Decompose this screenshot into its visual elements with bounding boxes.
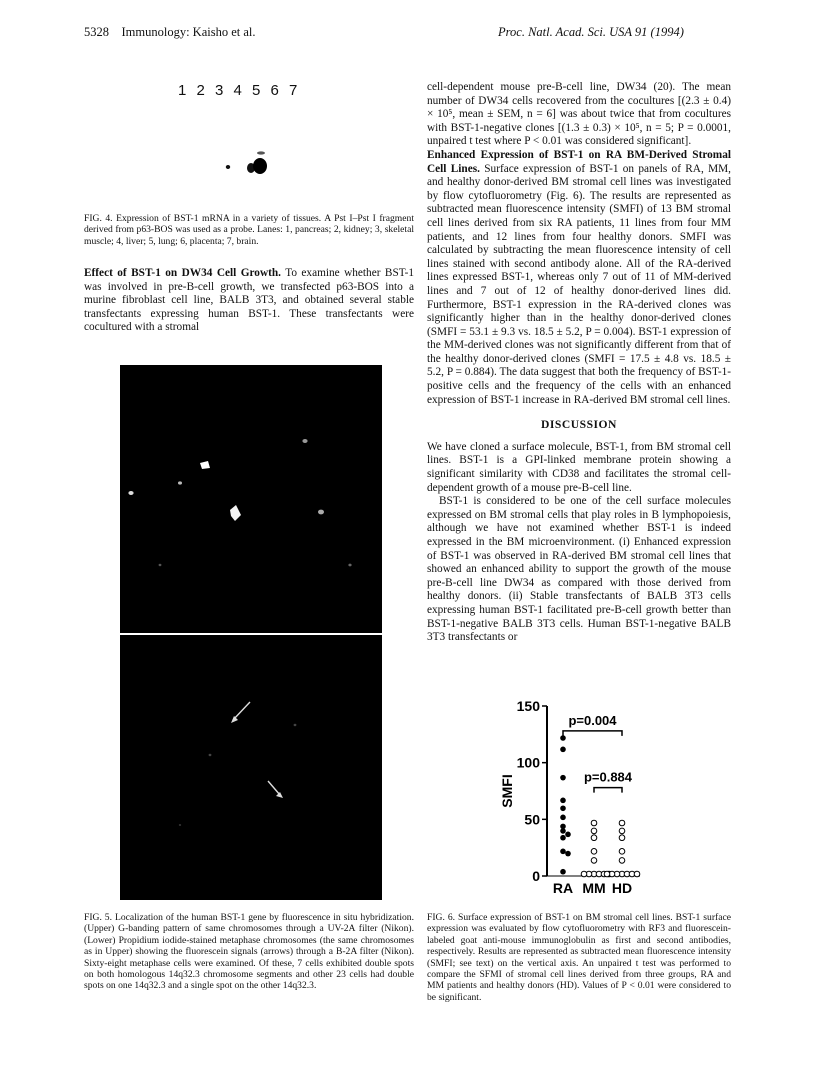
section-heading-dw34: Effect of BST-1 on DW34 Cell Growth. bbox=[84, 267, 281, 279]
y-tick-label: 0 bbox=[532, 868, 540, 884]
data-point-ra bbox=[560, 735, 566, 741]
fig5-lower-micrograph bbox=[120, 635, 382, 900]
data-point-mm bbox=[581, 871, 587, 877]
paragraph-dw34: To examine whether BST-1 was involved in pre-B-cell growth, we transfected p63-BOS into a murine fibroblast cell line, BALB 3T3, and obtained several stable transfectants expressing human BST-1. These transfectants were cocultured with a stromal bbox=[84, 267, 415, 334]
data-point-ra bbox=[560, 747, 566, 753]
left-column-text bbox=[84, 267, 414, 335]
data-point-hd bbox=[619, 835, 625, 841]
y-tick-label: 150 bbox=[516, 698, 540, 714]
data-point-hd bbox=[619, 849, 625, 855]
data-point-mm bbox=[591, 828, 597, 834]
paragraph-discussion-1: We have cloned a surface molecule, BST-1, from BM stromal cell lines. BST-1 is a GPI-linked membrane protein showing a significant similarity with CD38 and facilitates the stromal cell-dependent growth of a mouse pre-B-cell line. bbox=[427, 440, 731, 494]
data-point-hd bbox=[634, 871, 640, 877]
fig4-lane-numbers: 1 2 3 4 5 6 7 bbox=[178, 82, 301, 99]
data-point-mm bbox=[591, 858, 597, 864]
data-point-hd bbox=[619, 820, 625, 826]
fig6-caption: FIG. 6. Surface expression of BST-1 on BM stromal cell lines. BST-1 surface expression was evaluated by flow cytofluorometry with RF3 and fluorescein-labeled goat anti-mouse immunoglobulin as first and second antibodies, respectively. Results are represented as subtracted mean fluorescence intensity (SMFI; see text) on the vertical axis. An unpaired t test was performed to compare the SFMI of stromal cell lines derived from three groups, RA and MM patients and healthy donors (HD). Values of P < 0.01 were considered to be significant. bbox=[427, 912, 731, 1003]
data-point-hd bbox=[619, 828, 625, 834]
fig4-caption: FIG. 4. Expression of BST-1 mRNA in a variety of tissues. A Pst I–Pst I fragment derived from p63-BOS was used as a probe. Lanes: 1, pancreas; 2, kidney; 3, skeletal muscle; 4, liver; 5, lung; 6, placenta; 7, brain. bbox=[84, 213, 414, 247]
data-point-hd bbox=[619, 858, 625, 864]
data-point-ra bbox=[560, 775, 566, 781]
paragraph-discussion-2: BST-1 is considered to be one of the cell surface molecules expressed on BM stromal cells that play roles in B lymphopoiesis, although we have not examined whether BST-1 is indeed expressed in the BM microenvironment. (i) Enhanced expression of BST-1 was observed in RA-derived BM stromal cell lines that showed an enhanced ability to support the growth of the mouse pre-B-cell line DW34 as compared with those derived from healthy donors. (ii) Stable transfectants of BALB 3T3 cells expressing human BST-1 facilitated pre-B-cell growth better than BST-1-negative BALB 3T3 cells. Human BST-1-negative BALB 3T3 transfectants or bbox=[427, 495, 731, 644]
discussion-heading: DISCUSSION bbox=[541, 418, 617, 432]
p-value-mm-hd-label: p=0.884 bbox=[583, 769, 633, 785]
p-value-ra-hd-bracket bbox=[563, 731, 622, 736]
section-heading-ra-expression: Enhanced Expression of BST-1 on RA BM-Derived Stromal Cell Lines. bbox=[427, 148, 731, 175]
data-point-mm bbox=[591, 835, 597, 841]
x-tick-label: HD bbox=[611, 880, 633, 896]
fig5-upper-micrograph bbox=[120, 365, 382, 633]
data-point-hd bbox=[604, 871, 610, 877]
data-point-ra bbox=[560, 835, 566, 841]
data-point-mm bbox=[591, 849, 597, 855]
p-value-ra-hd-label: p=0.004 bbox=[568, 712, 617, 728]
paragraph-ra-expression: Surface expression of BST-1 on panels of RA, MM, and healthy donor-derived BM stromal cell lines was investigated by flow cytofluorometry (Fig. 6). The results are represented as subtracted mean fluorescence intensity (SMFI) of 13 BM stromal cell lines derived from six RA patients, 11 lines from four MM patients, and 12 lines from four healthy donors. SMFI was calculated by subtracting the mean fluorescence intensity of cell lines stained with second antibody alone. All of the RA-derived lines expressed BST-1, whereas only 7 out of 11 of MM-derived lines and 7 out of 12 of healthy donor-derived lines did. Furthermore, BST-1 expression in the RA-derived clones was significantly higher than in the healthy donor-derived clones (SMFI = 53.1 ± 9.3 vs. 18.5 ± 5.2, P = 0.004). BST-1 expression of the MM-derived clones was not significantly different from that of the healthy donor-derived clones (SMFI = 17.5 ± 4.8 vs. 18.5 ± 5.2, P = 0.884). The data suggest that both the frequency of BST-1-positive cells and the frequency of the cells with an enhanced expression of BST-1 increase in RA-derived BM stromal cell lines. bbox=[427, 162, 732, 406]
y-tick-label: 50 bbox=[524, 811, 540, 828]
data-point-ra bbox=[560, 869, 566, 875]
data-point-ra bbox=[560, 828, 566, 834]
data-point-ra bbox=[560, 805, 566, 811]
y-axis-label: SMFI bbox=[499, 774, 515, 808]
paragraph-coculture: cell-dependent mouse pre-B-cell line, DW34 (20). The mean number of DW34 cells recovered from the cocultures [(2.3 ± 0.4) × 10⁵, mean ± SEM, n = 6] was about twice that from cocultures with BST-1-negative clones [(1.3 ± 0.3) × 10⁵, n = 5; P = 0.0001, unpaired t test where P < 0.01 was considered significant]. bbox=[427, 81, 731, 148]
data-point-ra bbox=[565, 832, 571, 838]
running-header-left: 5328 Immunology: Kaisho et al. bbox=[84, 25, 256, 39]
y-tick-label: 100 bbox=[516, 754, 540, 771]
data-point-ra bbox=[560, 798, 566, 804]
data-point-ra bbox=[565, 851, 571, 857]
right-column-text bbox=[427, 81, 731, 645]
fig5-caption: FIG. 5. Localization of the human BST-1 gene by fluorescence in situ hybridization. (Upper) G-banding pattern of same chromosomes through a UV-2A filter (Nikon). (Lower) Propidium iodide-stained metaphase chromosomes (the same chromosomes as in Upper) showing the fluorescein signals (arrows) through a B-2A filter (Nikon). Sixty-eight metaphase cells were examined. Of these, 7 cells exhibited double spots on both homologous 14q32.3 chromosome segments and other 23 cells had double spots on one 14q32.3 and a single spot on the other 14q32.3. bbox=[84, 912, 414, 992]
p-value-mm-hd-bracket bbox=[594, 788, 622, 793]
fig6-scatter-chart bbox=[495, 690, 655, 905]
x-tick-label: RA bbox=[552, 880, 574, 896]
data-point-mm bbox=[591, 820, 597, 826]
data-point-ra bbox=[560, 815, 566, 821]
x-tick-label: MM bbox=[582, 880, 606, 896]
data-point-ra bbox=[560, 849, 566, 855]
fig4-blot-image bbox=[150, 110, 370, 200]
running-header-right: Proc. Natl. Acad. Sci. USA 91 (1994) bbox=[498, 25, 684, 39]
